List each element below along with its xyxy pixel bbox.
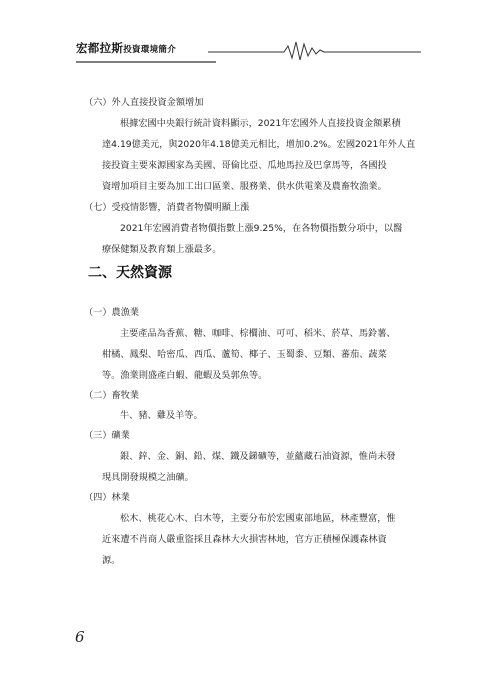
section-7-line: 2021年宏國消費者物價指數上漲9.25%，在各物價指數分項中，以醫 xyxy=(120,223,403,234)
section-7-line: 療保健類及教育類上漲最多。 xyxy=(102,244,222,255)
header-title-main: 宏都拉斯 xyxy=(76,41,124,55)
section-6-line: 達4.19億美元，與2020年4.18億美元相比，增加0.2%。宏國2021年外人直 xyxy=(102,139,416,150)
section-6-line: 資增加項目主要為加工出口區業、服務業、供水供電業及農畜牧漁業。 xyxy=(102,181,387,192)
mining-line: 銀、鋅、金、銅、鉛、煤、鐵及銻礦等，並蘊藏石油資源，惟尚未發 xyxy=(120,451,396,462)
agriculture-line: 柑橘、鳳梨、哈密瓜、西瓜、蘆筍、椰子、玉蜀黍、豆類、蕃茄、蔬菜 xyxy=(102,349,387,360)
mining-line: 現具開發規模之油礦。 xyxy=(102,472,194,483)
section-6-line: 根據宏國中央銀行統計資料顯示，2021年宏國外人直接投資金額累積 xyxy=(120,118,401,129)
forestry-heading: （四）林業 xyxy=(84,492,130,503)
section-6-line: 接投資主要來源國家為美國、哥倫比亞、瓜地馬拉及巴拿馬等，各國投 xyxy=(102,160,387,171)
agriculture-line: 主要產品為香蕉、糖、咖啡、棕櫚油、可可、稻米、菸草、馬鈴薯、 xyxy=(120,328,396,339)
header-title xyxy=(76,40,176,56)
forestry-line: 近來遭不肖商人嚴重盜採且森林大火損害林地，官方正積極保護森林資 xyxy=(102,534,387,545)
agriculture-heading: （一）農漁業 xyxy=(84,307,140,318)
mining-heading: （三）礦業 xyxy=(84,430,130,441)
section-7-heading: （七）受疫情影響，消費者物價明顯上漲 xyxy=(84,202,250,213)
agriculture-line: 等。漁業則盛產白蝦、龍蝦及吳郭魚等。 xyxy=(102,370,268,381)
forestry-line: 松木、桃花心木、白木等，主要分布於宏國東部地區，林產豐富，惟 xyxy=(120,513,396,524)
page-number: 6 xyxy=(75,628,85,646)
forestry-line: 源。 xyxy=(102,555,121,566)
natural-resources-heading: 二、天然資源 xyxy=(88,265,172,281)
section-6-heading: （六）外人直接投資金額增加 xyxy=(84,97,204,108)
page-header xyxy=(76,34,421,64)
livestock-line: 牛、豬、雞及羊等。 xyxy=(120,410,203,421)
livestock-heading: （二）畜牧業 xyxy=(84,390,140,401)
header-title-sub: 投資環境簡介 xyxy=(123,45,177,55)
